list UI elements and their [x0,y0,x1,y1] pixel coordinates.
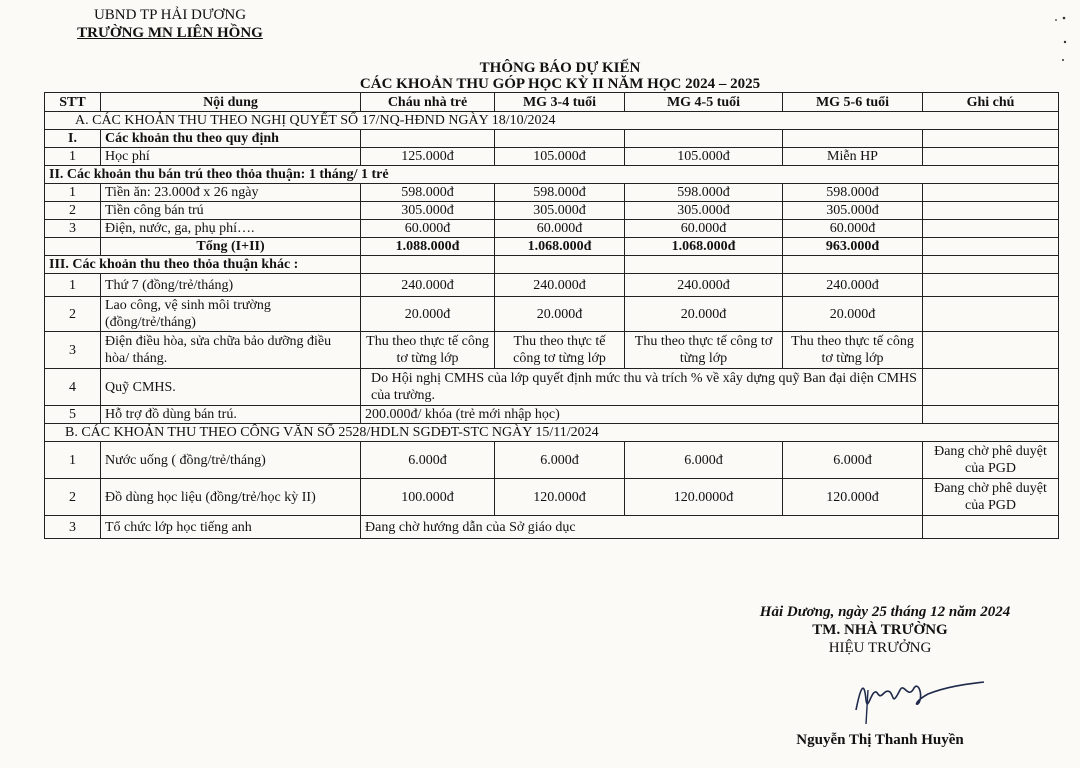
org-name: UBND TP HẢI DƯƠNG [93,7,247,23]
cell-value: 120.000đ [783,479,923,516]
cell-value: 6.000đ [361,442,495,479]
row-label: Tổ chức lớp học tiếng anh [101,516,361,539]
table-row [45,332,1059,369]
cell-value: 120.000đ [495,479,625,516]
signer-role: HIỆU TRƯỞNG [828,640,932,656]
section-b-title: B. CÁC KHOẢN THU THEO CÔNG VĂN SỐ 2528/HDLN SGDĐT-STC NGÀY 15/11/2024 [45,424,1059,442]
cell-value: 305.000đ [625,202,783,220]
group-i-stt: I. [45,130,101,148]
group-ii-title: II. Các khoản thu bán trú theo thỏa thuận: 1 tháng/ 1 trẻ [45,166,1059,184]
row-label: Nước uống ( đồng/trẻ/tháng) [101,442,361,479]
table-row [45,220,1059,238]
group-ii-row [45,166,1059,184]
col-note: Ghi chú [923,93,1059,112]
total-row [45,238,1059,256]
total-value: 1.068.000đ [625,238,783,256]
cell-value: 240.000đ [495,274,625,297]
doc-title: THÔNG BÁO DỰ KIẾN [479,60,641,76]
cell-value: Thu theo thực tế công tơ từng lớp [625,332,783,369]
cell-value: 6.000đ [783,442,923,479]
cell-value: Miễn HP [783,148,923,166]
cell-value: 305.000đ [361,202,495,220]
cell-value: Thu theo thực tế công tơ từng lớp [495,332,625,369]
signature-icon [848,670,988,726]
cell-value: 20.000đ [361,297,495,332]
signing-date: Hải Dương, ngày 25 tháng 12 năm 2024 [759,604,1011,620]
table-row [45,442,1059,479]
row-label: Điện điều hòa, sửa chữa bảo dưỡng điều hòa/ tháng. [101,332,361,369]
row-stt: 1 [45,274,101,297]
total-value: 1.068.000đ [495,238,625,256]
row-label: Học phí [101,148,361,166]
col-content: Nội dung [101,93,361,112]
cell-value: 598.000đ [625,184,783,202]
total-value: 1.088.000đ [361,238,495,256]
merged-cell: Do Hội nghị CMHS của lớp quyết định mức thu và trích % về xây dựng quỹ Ban đại diện CMHS của trường. [361,369,923,406]
school-name: TRƯỜNG MN LIÊN HỒNG [77,25,263,41]
row-stt: 1 [45,148,101,166]
cell-value: 20.000đ [783,297,923,332]
section-a-row [45,112,1059,130]
col-mg56: MG 5-6 tuổi [783,93,923,112]
cell-value: 598.000đ [783,184,923,202]
section-a-title: A. CÁC KHOẢN THU THEO NGHỊ QUYẾT SỐ 17/NQ-HĐND NGÀY 18/10/2024 [45,112,1059,130]
cell-value: 60.000đ [783,220,923,238]
table-row [45,202,1059,220]
scan-mark-icon [1050,6,1070,66]
row-label: Thứ 7 (đồng/trẻ/tháng) [101,274,361,297]
table-header-row [45,93,1059,112]
group-i-label: Các khoản thu theo quy định [101,130,361,148]
table-row [45,274,1059,297]
cell-value: 20.000đ [625,297,783,332]
cell-value: 105.000đ [625,148,783,166]
cell-value: 240.000đ [783,274,923,297]
signer-name: Nguyễn Thị Thanh Huyền [796,732,964,748]
cell-value: 60.000đ [361,220,495,238]
cell-value: 6.000đ [495,442,625,479]
signer-title: TM. NHÀ TRƯỜNG [812,622,948,638]
row-stt: 3 [45,332,101,369]
group-iii-row [45,256,1059,274]
cell-value: 6.000đ [625,442,783,479]
cell-value: 60.000đ [495,220,625,238]
row-stt: 2 [45,202,101,220]
cell-value: 60.000đ [625,220,783,238]
merged-cell: Đang chờ hướng dẫn của Sở giáo dục [361,516,923,539]
table-row [45,148,1059,166]
cell-value: 305.000đ [495,202,625,220]
row-label: Đồ dùng học liệu (đồng/trẻ/học kỳ II) [101,479,361,516]
table-row [45,516,1059,539]
row-label: Điện, nước, ga, phụ phí…. [101,220,361,238]
cell-value: 20.000đ [495,297,625,332]
row-stt: 1 [45,442,101,479]
total-value: 963.000đ [783,238,923,256]
col-mg34: MG 3-4 tuổi [495,93,625,112]
note-cell: Đang chờ phê duyệt của PGD [923,442,1059,479]
col-stt: STT [45,93,101,112]
table-row [45,406,1059,424]
table-row [45,184,1059,202]
row-label: Tiền công bán trú [101,202,361,220]
group-i-row [45,130,1059,148]
cell-value: Thu theo thực tế công tơ từng lớp [361,332,495,369]
table-row [45,479,1059,516]
cell-value: 598.000đ [495,184,625,202]
row-stt: 5 [45,406,101,424]
row-stt: 3 [45,220,101,238]
fee-table [44,92,1059,539]
total-label: Tổng (I+II) [101,238,361,256]
row-stt: 4 [45,369,101,406]
col-nha-tre: Cháu nhà trẻ [361,93,495,112]
doc-subtitle: CÁC KHOẢN THU GÓP HỌC KỲ II NĂM HỌC 2024 – 2025 [359,76,761,92]
row-stt: 1 [45,184,101,202]
group-iii-title: III. Các khoản thu theo thỏa thuận khác : [45,256,361,274]
table-row [45,369,1059,406]
cell-value: 105.000đ [495,148,625,166]
cell-value: 598.000đ [361,184,495,202]
row-stt: 2 [45,297,101,332]
document-header [60,6,280,42]
cell-value: 240.000đ [361,274,495,297]
row-label: Tiền ăn: 23.000đ x 26 ngày [101,184,361,202]
row-label: Quỹ CMHS. [101,369,361,406]
cell-value: Thu theo thực tế công tơ từng lớp [783,332,923,369]
section-b-row [45,424,1059,442]
merged-cell: 200.000đ/ khóa (trẻ mới nhập học) [361,406,923,424]
col-mg45: MG 4-5 tuổi [625,93,783,112]
cell-value: 100.000đ [361,479,495,516]
cell-value: 240.000đ [625,274,783,297]
cell-value: 120.0000đ [625,479,783,516]
row-stt: 2 [45,479,101,516]
cell-value: 305.000đ [783,202,923,220]
row-stt: 3 [45,516,101,539]
row-label: Lao công, vệ sinh môi trường (đồng/trẻ/tháng) [101,297,361,332]
table-row [45,297,1059,332]
cell-value: 125.000đ [361,148,495,166]
note-cell: Đang chờ phê duyệt của PGD [923,479,1059,516]
row-label: Hỗ trợ đồ dùng bán trú. [101,406,361,424]
